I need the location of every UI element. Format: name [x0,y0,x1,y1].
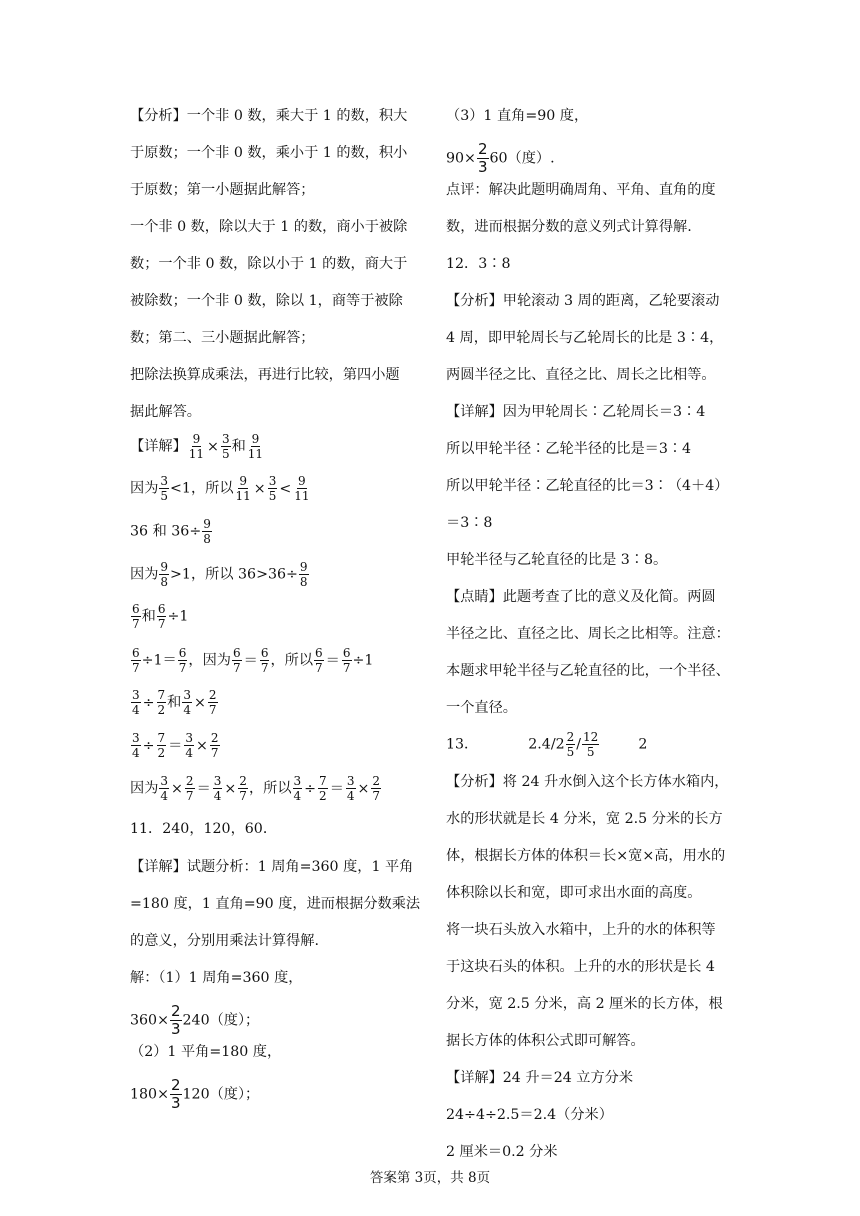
equation-3: 90× $\frac{2}{3}$ 60（度）. [446,140,555,176]
comment-line: 点评：解决此题明确周角、平角、直角的度 [446,182,716,198]
analysis-line: 【分析】一个非 0 数，乘大于 1 的数，积大 [130,108,408,124]
remark-line: 本题求甲轮半径与乙轮直径的比，一个半径、 [446,663,730,679]
analysis-line: 于这块石头的体积。上升的水的形状是长 4 [446,959,715,975]
solution-line: （2）1 平角=180 度， [130,1044,282,1060]
remark-line: 【点睛】此题考查了比的意义及化简。两圆 [446,589,716,605]
analysis-line: 于原数；一个非 0 数，乘小于 1 的数，积小 [130,145,408,161]
analysis-line: 水的形状就是长 4 分米，宽 2.5 分米的长方 [446,811,723,827]
analysis-line: 被除数；一个非 0 数，除以 1，商等于被除 [130,293,403,309]
analysis-line: 数；第二、三小题据此解答； [130,330,315,346]
analysis-line: 据长方体的体积公式即可解答。 [446,1033,645,1049]
analysis-line: 数；一个非 0 数，除以小于 1 的数，商大于 [130,256,408,272]
solution-line: 解：（1）1 周角=360 度， [130,970,303,986]
question-13-answer: 13． 2.4/2 $\frac{2}{5}$ / $\frac{12}{5}$ 2 [446,730,648,759]
analysis-line: 体积除以长和宽，即可求出水面的高度。 [446,885,702,901]
detail-line-5: $\frac{6}{7}$ 和 $\frac{6}{7}$ ÷1 [132,602,189,631]
analysis-line: 分米，宽 2.5 分米，高 2 厘米的长方体，根 [446,996,723,1012]
detail-line: 2 厘米＝0.2 分米 [446,1144,558,1160]
detail-line: 【详解】试题分析：1 周角=360 度，1 平角 [130,859,414,875]
analysis-line: 4 周，即甲轮周长与乙轮周长的比是 3∶4， [446,330,724,346]
analysis-line: 两圆半径之比、直径之比、周长之比相等。 [446,367,716,383]
equation-1: 360× $\frac{2}{3}$ 240（度）； [130,1002,260,1038]
equation-2: 180× $\frac{2}{3}$ 120（度）； [130,1076,260,1112]
comment-line: 数，进而根据分数的意义列式计算得解. [446,219,692,235]
detail-line-2: 因为 $\frac{3}{5}$ <1，所以 $\frac{9}{11}$ × $\frac{3}{5}$ < $\frac{9}{11}$ [130,474,310,503]
detail-line-7: $\frac{3}{4}$ ÷ $\frac{7}{2}$ 和 $\frac{3}{4}$ × $\frac{2}{7}$ [132,688,217,717]
analysis-line: 于原数；第一小题据此解答； [130,182,315,198]
remark-line: 半径之比、直径之比、周长之比相等。注意： [446,626,730,642]
detail-line: ＝3∶8 [446,515,493,531]
detail-line: 的意义，分别用乘法计算得解. [130,933,319,949]
detail-line: 甲轮半径与乙轮直径的比是 3∶8。 [446,552,668,568]
detail-line-9: 因为 $\frac{3}{4}$ × $\frac{2}{7}$ ＝ $\frac{3}{4}$ × $\frac{2}{7}$ ，所以 $\frac{3}{4}$ ÷ $\frac{7}{2}$ ＝ $\frac{3}{4}$ × $\frac{2}{7}$ [130,774,381,803]
detail-line-8: $\frac{3}{4}$ ÷ $\frac{7}{2}$ ＝ $\frac{3}{4}$ × $\frac{2}{7}$ [132,731,219,760]
detail-line: 【详解】24 升＝24 立方分米 [446,1070,634,1086]
analysis-line: 一个非 0 数，除以大于 1 的数，商小于被除 [130,219,408,235]
detail-line: =180 度，1 直角=90 度，进而根据分数乘法 [130,896,421,912]
analysis-line: 将一块石头放入水箱中，上升的水的体积等 [446,922,716,938]
detail-line-1: 【详解】 $\frac{9}{11}$ × $\frac{3}{5}$ 和 $\frac{9}{11}$ [130,432,264,461]
detail-line-6: $\frac{6}{7}$ ÷1＝ $\frac{6}{7}$ ，因为 $\frac{6}{7}$ ＝ $\frac{6}{7}$ ，所以 $\frac{6}{7}$ ＝ $\frac{6}{7}$ ÷1 [132,646,374,675]
page-footer: 答案第 3页，共 8页 [369,1170,491,1186]
detail-line: 24÷4÷2.5＝2.4（分米） [446,1107,613,1123]
detail-line: 所以甲轮半径∶乙轮半径的比是＝3∶4 [446,441,692,457]
detail-line-3: 36 和 36÷ $\frac{9}{8}$ [130,517,211,546]
analysis-line: 把除法换算成乘法，再进行比较，第四小题 [130,367,400,383]
analysis-line: 【分析】将 24 升水倒入这个长方体水箱内， [446,774,729,790]
question-11-answer: 11．240，120，60． [130,821,278,837]
remark-line: 一个直径。 [446,700,517,716]
detail-line: 所以甲轮半径∶乙轮直径的比＝3∶（4＋4） [446,478,729,494]
analysis-line: 据此解答。 [130,404,201,420]
solution-line: （3）1 直角=90 度， [446,108,589,124]
detail-line: 【详解】因为甲轮周长∶乙轮周长＝3∶4 [446,404,706,420]
analysis-line: 【分析】甲轮滚动 3 周的距离，乙轮要滚动 [446,293,720,309]
question-12-answer: 12．3∶8 [446,256,511,272]
analysis-line: 体，根据长方体的体积＝长×宽×高，用水的 [446,848,726,864]
detail-line-4: 因为 $\frac{9}{8}$ >1，所以 36>36÷ $\frac{9}{8}$ [130,560,308,589]
